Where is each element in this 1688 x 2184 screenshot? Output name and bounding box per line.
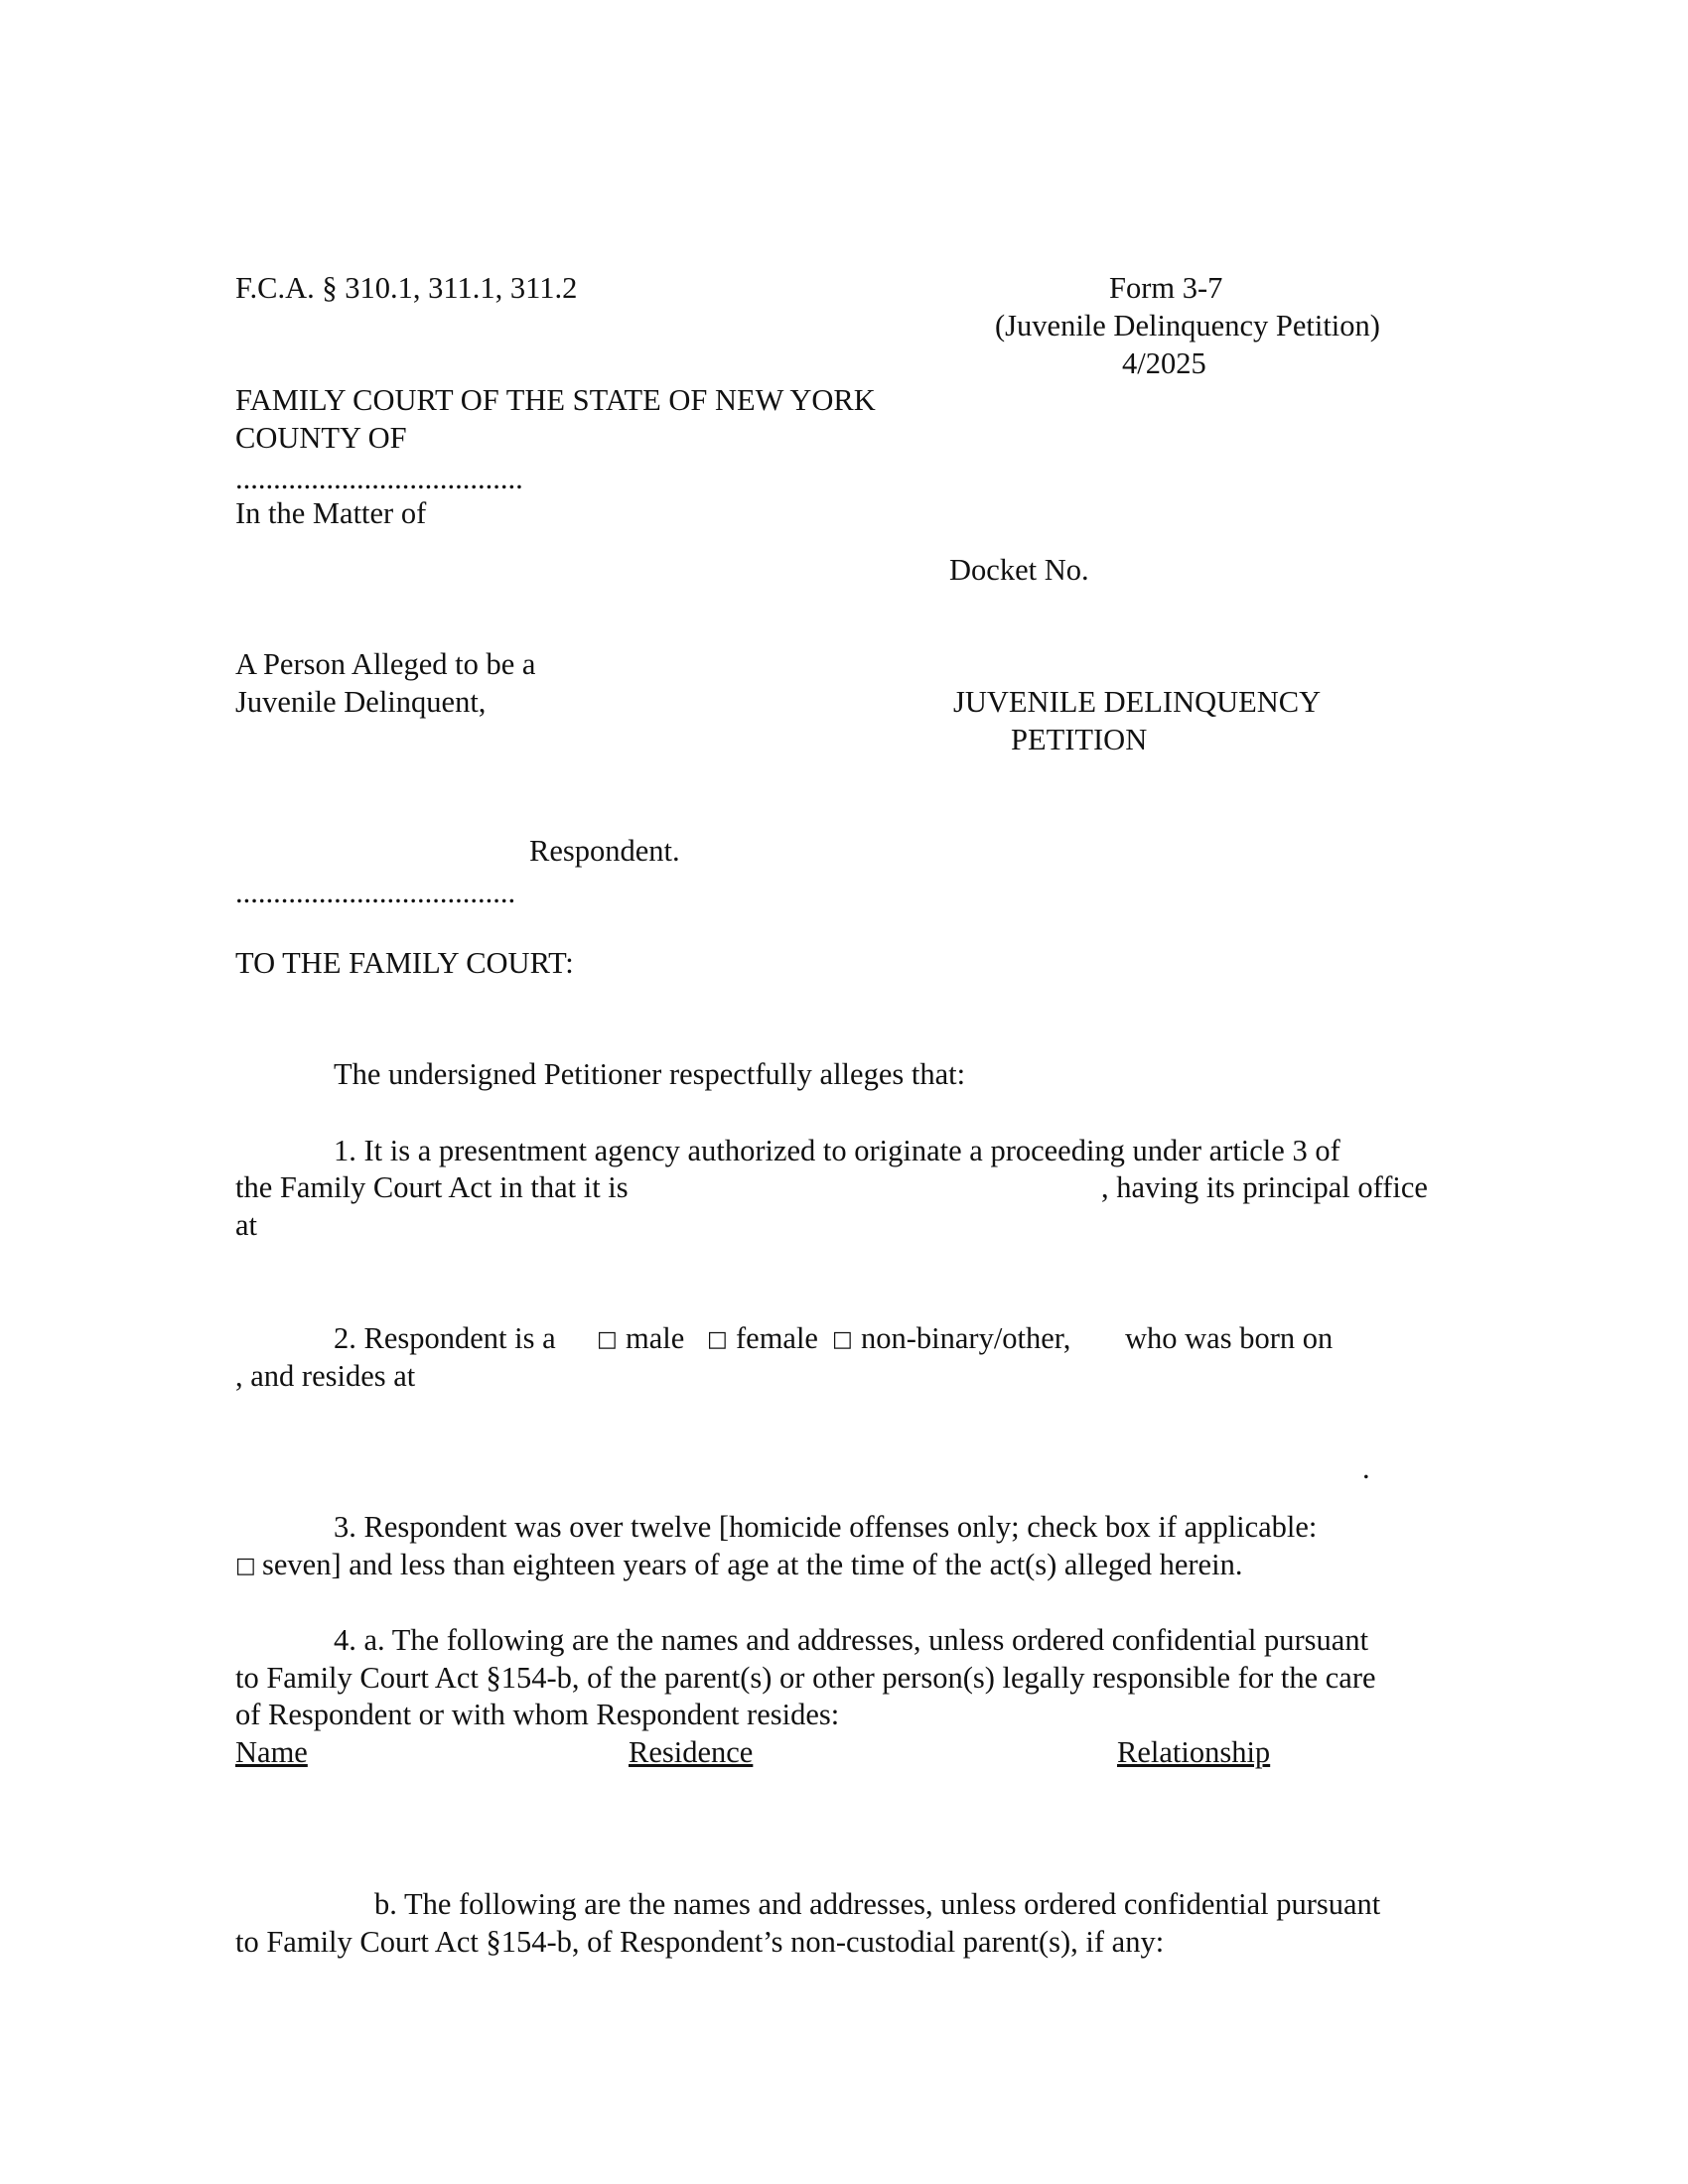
column-header-residence: Residence (629, 1735, 754, 1769)
paragraph-3-line1: 3. Respondent was over twelve [homicide offenses only; check box if applicable: (334, 1510, 1318, 1544)
paragraph-3-line2: seven] and less than eighteen years of age at the time of the act(s) alleged herein. (262, 1548, 1243, 1581)
paragraph-2-prefix: 2. Respondent is a (334, 1321, 556, 1355)
paragraph-1-line3: at (235, 1208, 258, 1242)
male-label: male (626, 1321, 685, 1355)
person-alleged-line2: Juvenile Delinquent, (235, 685, 487, 719)
female-checkbox[interactable]: □ (707, 1327, 728, 1352)
non-binary-label: non-binary/other, (861, 1321, 1071, 1355)
to-the-family-court: TO THE FAMILY COURT: (235, 946, 574, 980)
column-header-name: Name (235, 1735, 308, 1769)
paragraph-4a-line3: of Respondent or with whom Respondent resides: (235, 1698, 840, 1731)
paragraph-1-line2a: the Family Court Act in that it is (235, 1170, 629, 1204)
intro-statement: The undersigned Petitioner respectfully alleges that: (334, 1057, 966, 1091)
statute-reference: F.C.A. § 310.1, 311.1, 311.2 (235, 271, 578, 305)
non-binary-checkbox[interactable]: □ (832, 1327, 853, 1352)
form-number: Form 3-7 (1109, 271, 1223, 305)
court-name: FAMILY COURT OF THE STATE OF NEW YORK (235, 383, 876, 417)
form-date: 4/2025 (1122, 346, 1206, 380)
caption-divider-bottom: ..................................... (235, 876, 516, 909)
born-on-label: who was born on (1125, 1321, 1334, 1355)
seven-checkbox[interactable]: □ (235, 1554, 256, 1578)
document-title-line1: JUVENILE DELINQUENCY (953, 685, 1322, 719)
caption-divider-top: ...................................... (235, 462, 523, 495)
female-label: female (736, 1321, 818, 1355)
paragraph-4b-line2: to Family Court Act §154-b, of Respondent’s non-custodial parent(s), if any: (235, 1925, 1165, 1959)
paragraph-4b-line1: b. The following are the names and addresses, unless ordered confidential pursuant (374, 1887, 1381, 1921)
county-label: COUNTY OF (235, 421, 407, 455)
in-the-matter-of: In the Matter of (235, 496, 427, 530)
paragraph-4a-line1: 4. a. The following are the names and addresses, unless ordered confidential pursuant (334, 1623, 1369, 1657)
docket-number-label: Docket No. (949, 553, 1089, 587)
document-title-line2: PETITION (1011, 723, 1148, 756)
paragraph-2-period: . (1362, 1451, 1370, 1485)
paragraph-1-line2b: , having its principal office (1101, 1170, 1428, 1204)
person-alleged-line1: A Person Alleged to be a (235, 647, 536, 681)
column-header-relationship: Relationship (1117, 1735, 1271, 1769)
form-title: (Juvenile Delinquency Petition) (995, 309, 1380, 342)
paragraph-1-line1: 1. It is a presentment agency authorized to originate a proceeding under article 3 of (334, 1134, 1340, 1167)
paragraph-2-line2: , and resides at (235, 1359, 416, 1393)
male-checkbox[interactable]: □ (597, 1327, 618, 1352)
respondent-label: Respondent. (529, 834, 680, 868)
paragraph-4a-line2: to Family Court Act §154-b, of the parent(s) or other person(s) legally responsible for the care (235, 1661, 1376, 1695)
